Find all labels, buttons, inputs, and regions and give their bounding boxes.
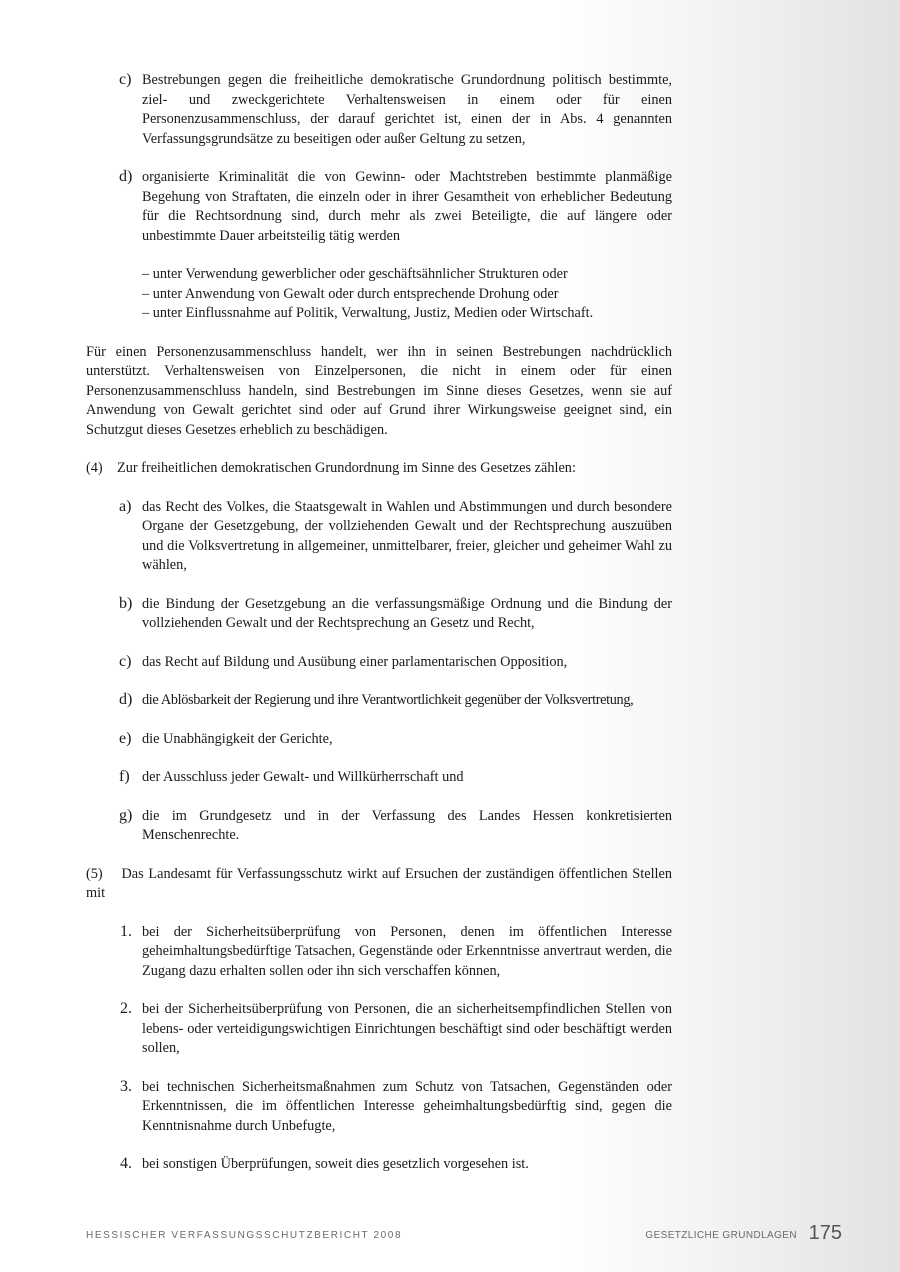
item-text: bei der Sicherheitsüberprüfung von Personen, denen im öffentlichen Interesse geheimhaltungsbedürftige Tatsachen, Gegenstände oder Erkenntnisse anvertraut werden, die Zugang dazu erhalten sollen oder ihn sich verschaffen können, [142,923,672,979]
list-item-c [86,71,672,149]
list-item-e [86,730,672,750]
footer-chapter-title: GESETZLICHE GRUNDLAGEN [645,1230,797,1241]
item-text: die Unabhängigkeit der Gerichte, [142,730,333,747]
item-label: d) [119,168,133,185]
section-intro-text: Zur freiheitlichen demokratischen Grundordnung im Sinne des Gesetzes zählen: [116,460,576,476]
item-text: die Bindung der Gesetzgebung an die verfassungsmäßige Ordnung und die Bindung der vollziehenden Gewalt und der Rechtsprechung an Gesetz und Recht, [142,595,672,631]
section-number: (4) [86,460,103,476]
paragraph-personenzusammenschluss: Für einen Personenzusammenschluss handelt, wer ihn in seinen Bestrebungen nachdrücklich unterstützt. Verhaltensweisen von Einzelpersonen, die nicht in einem oder für einen Personenzusammenschluss handeln, sind Bestrebungen im Sinne dieses Gesetzes, wenn sie auf Anwendung von Gewalt gerichtet sind oder auf Grund ihrer Wirkungsweise geeignet sind, ein Schutzgut dieses Gesetzes erheblich zu beschädigen. [86,343,672,438]
item-text: organisierte Kriminalität die von Gewinn- oder Machtstreben bestimmte planmäßige Begehung von Straftaten, die einzeln oder in ihrer Gesamtheit von erheblicher Bedeutung für die Rechtsordnung sind, durch mehr als zwei Beteiligte, die auf längere oder unbestimmte Dauer arbeitsteilig tätig werden [142,169,672,244]
item-label: g) [119,806,133,824]
list-item-d [86,691,672,711]
item-label: b) [119,594,133,612]
page-footer [86,1222,842,1246]
section-number: (5) [86,865,103,882]
list-item-g [86,807,672,846]
dash-item: – unter Verwendung gewerblicher oder geschäftsähnlicher Strukturen oder [142,266,568,282]
list-item-b [86,595,672,634]
item-text: bei der Sicherheitsüberprüfung von Personen, die an sicherheitsempfindlichen Stellen von lebens- oder verteidigungswichtigen Einrichtungen beschäftigt sind oder beschäftigt werden sollen, [142,1001,672,1056]
footer-report-title: HESSISCHER VERFASSUNGSSCHUTZBERICHT 2008 [86,1230,403,1241]
item-label: 4. [120,1155,132,1172]
item-text: bei technischen Sicherheitsmaßnahmen zum Schutz von Tatsachen, Gegenständen oder Erkenntnissen, die im öffentlichen Interesse geheimhaltungsbedürftig sind, gegen die Kenntnisnahme durch Unbefugte, [142,1078,672,1134]
numbered-item-1 [86,923,672,982]
item-text: das Recht des Volkes, die Staatsgewalt in Wahlen und Abstimmungen und durch besondere Organe der Gesetzgebung, der vollziehenden Gewalt und der Rechtsprechung auszuüben und die Volksvertretung in allgemeiner, unmittelbarer, freier, gleicher und geheimer Wahl zu wählen, [142,498,672,573]
numbered-item-2 [86,1000,672,1059]
numbered-item-4 [86,1155,672,1175]
item-text: das Recht auf Bildung und Ausübung einer parlamentarischen Opposition, [142,653,568,670]
item-label: c) [119,71,132,88]
item-label: d) [119,691,133,708]
item-label: 1. [120,922,132,940]
item-text: Bestrebungen gegen die freiheitliche demokratische Grundordnung politisch bestimmte, ziel- und zweckgerichtete Verhaltensweisen in einem oder für einen Personenzusammenschluss, der darauf gerichtet ist, einen der in Abs. 4 genannten Verfassungsgrundsätze zu beseitigen oder außer Geltung zu setzen, [142,72,672,147]
item-text: der Ausschluss jeder Gewalt- und Willkürherrschaft und [142,769,464,785]
page-content [86,71,672,1175]
item-text: die Ablösbarkeit der Regierung und ihre Verantwortlichkeit gegenüber der Volksvertretung, [142,692,634,708]
item-label: e) [119,729,132,747]
list-item-a [86,498,672,576]
list-item-d [86,168,672,246]
item-label: 3. [120,1077,132,1095]
item-label: 2. [120,1000,132,1017]
list-item-f [86,768,672,788]
numbered-item-3 [86,1078,672,1137]
item-text: die im Grundgesetz und in der Verfassung des Landes Hessen konkretisierten Menschenrechte. [142,807,672,843]
dash-item: – unter Einflussnahme auf Politik, Verwaltung, Justiz, Medien oder Wirtschaft. [142,305,594,321]
item-label: f) [119,768,130,785]
item-label: c) [119,652,132,670]
dash-item: – unter Anwendung von Gewalt oder durch entsprechende Drohung oder [142,285,559,302]
section-intro-text: Das Landesamt für Verfassungsschutz wirkt auf Ersuchen der zuständigen öffentlichen Stellen mit [86,865,673,901]
item-text: bei sonstigen Überprüfungen, soweit dies gesetzlich vorgesehen ist. [142,1156,529,1172]
page-number: 175 [808,1222,842,1244]
list-item-c [86,653,672,673]
section-4-intro [86,459,672,479]
section-5-intro [86,865,672,904]
item-label: a) [119,497,132,515]
